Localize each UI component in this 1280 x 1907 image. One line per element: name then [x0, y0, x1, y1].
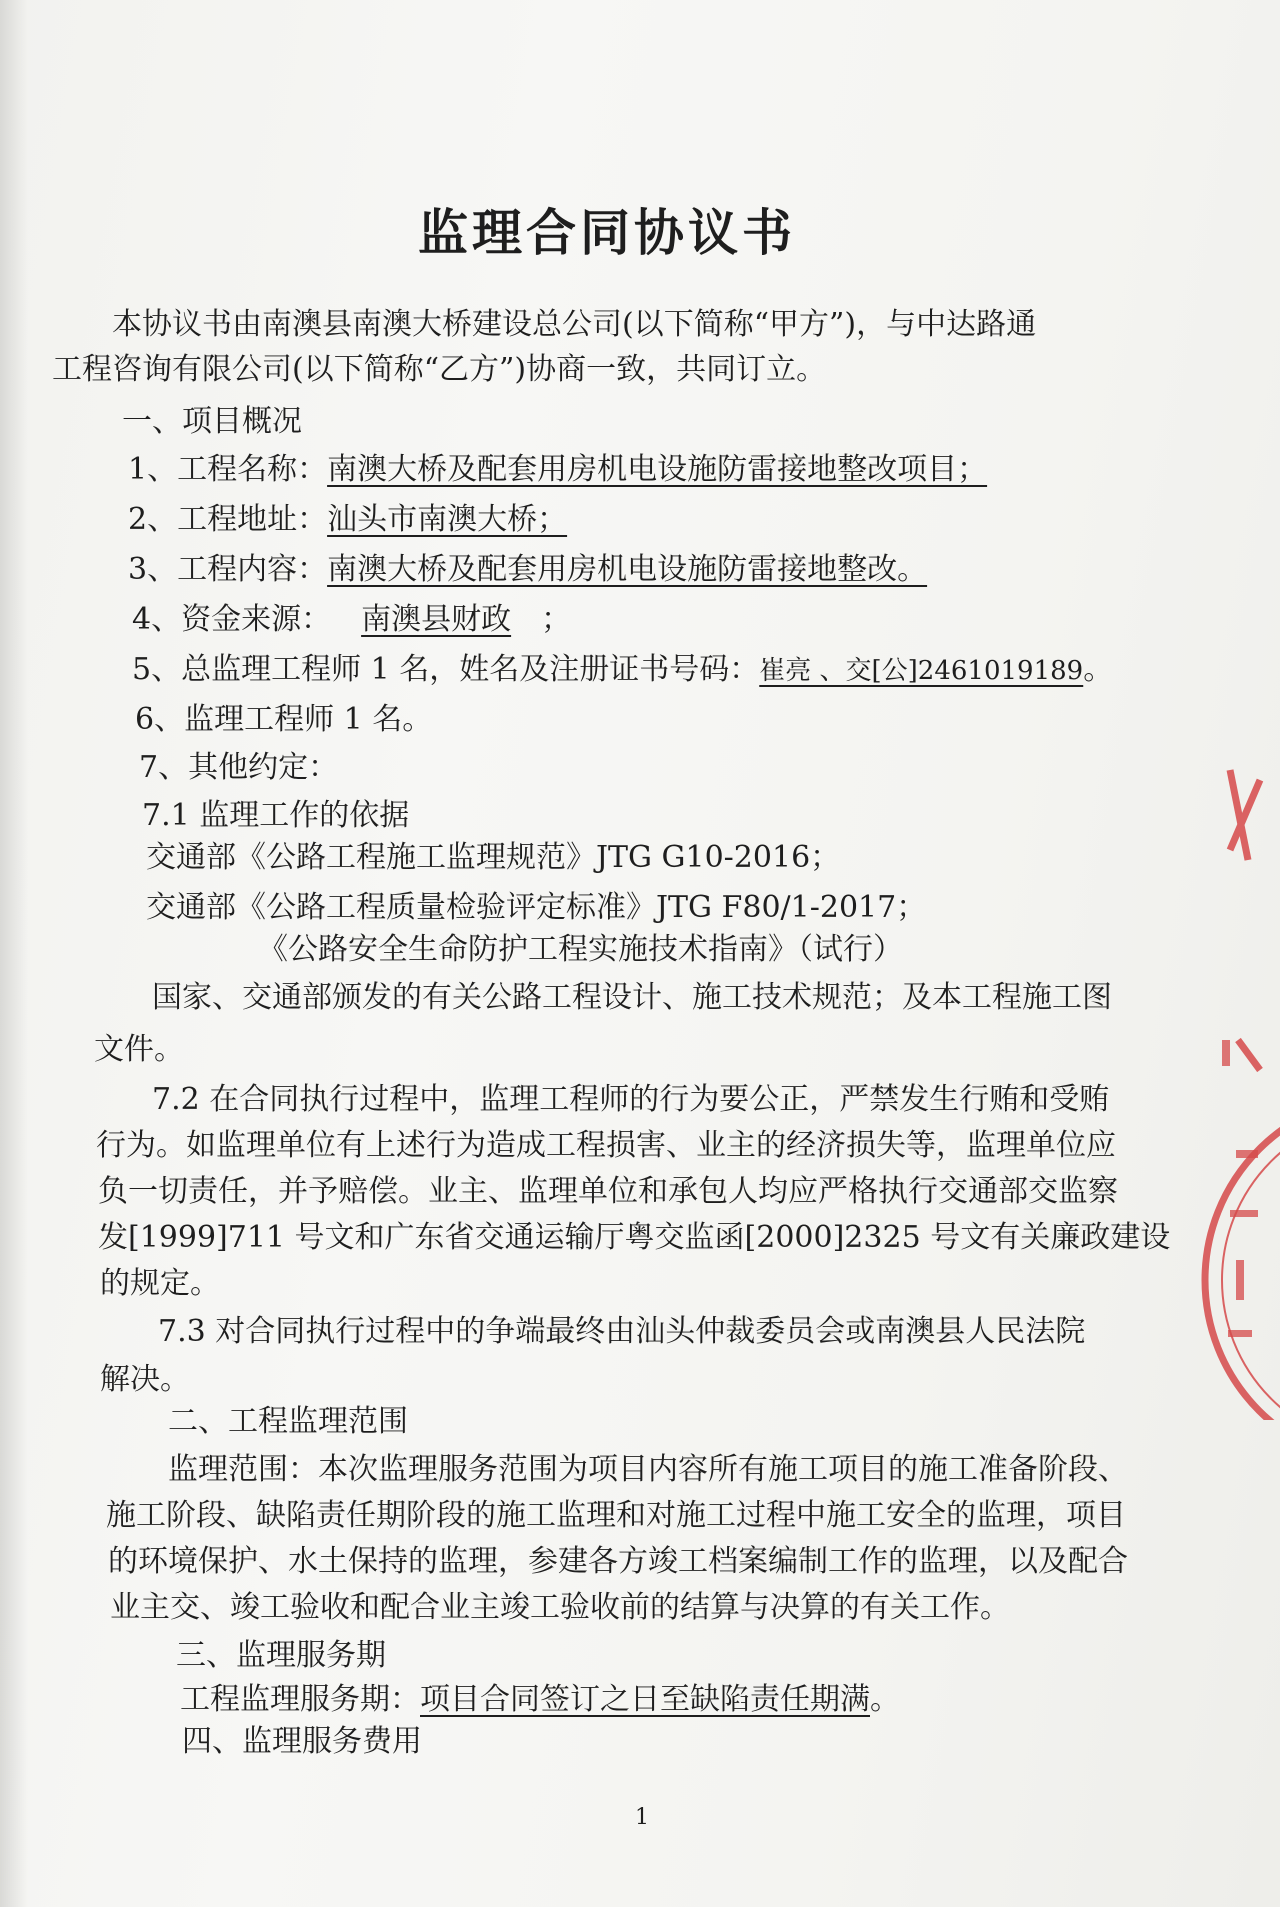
document-title: 监理合同协议书 [418, 204, 796, 262]
item5-label: 5、总监理工程师 1 名，姓名及注册证书号码： [132, 652, 760, 687]
section2-line-2: 施工阶段、缺陷责任期阶段的施工监理和对施工过程中施工安全的监理，项目 [106, 1498, 1126, 1533]
item5-suffix: 。 [1083, 652, 1114, 687]
p73-line-2: 解决。 [100, 1362, 190, 1397]
item5-value: 崔亮 、交[公]2461019189 [759, 656, 1084, 686]
item5-row [132, 650, 1113, 691]
section4-heading: 四、监理服务费用 [182, 1724, 422, 1759]
section2-line-4: 业主交、竣工验收和配合业主竣工验收前的结算与决算的有关工作。 [110, 1590, 1010, 1625]
intro-line-2: 工程咨询有限公司(以下简称“乙方”)协商一致，共同订立。 [52, 352, 827, 387]
section3-row [180, 1680, 900, 1720]
section2-heading: 二、工程监理范围 [168, 1404, 408, 1439]
section3-suffix: 。 [870, 1682, 900, 1717]
item2-value: 汕头市南澳大桥； [327, 502, 568, 537]
item2-row [128, 500, 567, 540]
section3-label: 工程监理服务期： [180, 1682, 420, 1717]
item4-value: 南澳县财政 [361, 602, 512, 637]
item3-label: 3、工程内容： [128, 552, 328, 587]
item4-suffix: ； [541, 602, 572, 637]
page-edge-shadow [0, 0, 28, 1907]
p73-line-1: 7.3 对合同执行过程中的争端最终由汕头仲裁委员会或南澳县人民法院 [158, 1314, 1086, 1349]
section2-line-3: 的环境保护、水土保持的监理，参建各方竣工档案编制工作的监理，以及配合 [108, 1544, 1128, 1579]
section3-heading: 三、监理服务期 [176, 1638, 386, 1673]
basis-4-line-1: 国家、交通部颁发的有关公路工程设计、施工技术规范；及本工程施工图 [152, 980, 1112, 1015]
p72-line-4: 发[1999]711 号文和广东省交通运输厅粤交监函[2000]2325 号文有关廉政建设 [98, 1220, 1171, 1255]
basis-4-line-2: 文件。 [94, 1032, 184, 1067]
item3-row [128, 550, 927, 590]
p72-line-3: 负一切责任，并予赔偿。业主、监理单位和承包人均应严格执行交通部交监察 [98, 1174, 1118, 1209]
section2-line-1: 监理范围：本次监理服务范围为项目内容所有施工项目的施工准备阶段、 [168, 1452, 1128, 1487]
basis-1: 交通部《公路工程施工监理规范》JTG G10-2016； [146, 840, 841, 875]
section1-heading: 一、项目概况 [122, 404, 302, 439]
p72-line-5: 的规定。 [100, 1266, 220, 1301]
item2-label: 2、工程地址： [128, 502, 328, 537]
p72-line-1: 7.2 在合同执行过程中，监理工程师的行为要公正，严禁发生行贿和受贿 [152, 1082, 1110, 1117]
intro-line-1: 本协议书由南澳县南澳大桥建设总公司(以下简称“甲方”)，与中达路通 [112, 307, 1037, 342]
item6: 6、监理工程师 1 名。 [135, 702, 433, 737]
item1-value: 南澳大桥及配套用房机电设施防雷接地整改项目； [327, 452, 988, 487]
item1-label: 1、工程名称： [128, 452, 328, 487]
section3-value: 项目合同签订之日至缺陷责任期满 [420, 1682, 870, 1717]
sub71-heading: 7.1 监理工作的依据 [142, 798, 410, 833]
item4-label: 4、资金来源： [132, 602, 332, 637]
basis-3: 《公路安全生命防护工程实施技术指南》（试行） [258, 932, 903, 967]
page-number: 1 [635, 1805, 649, 1830]
basis-2: 交通部《公路工程质量检验评定标准》JTG F80/1-2017； [146, 890, 927, 925]
item7: 7、其他约定： [139, 750, 339, 785]
item3-value: 南澳大桥及配套用房机电设施防雷接地整改。 [327, 552, 928, 587]
red-seal-stamp [1190, 740, 1280, 1420]
p72-line-2: 行为。如监理单位有上述行为造成工程损害、业主的经济损失等，监理单位应 [96, 1128, 1116, 1163]
item4-row [132, 600, 571, 640]
item1-row [128, 450, 987, 490]
